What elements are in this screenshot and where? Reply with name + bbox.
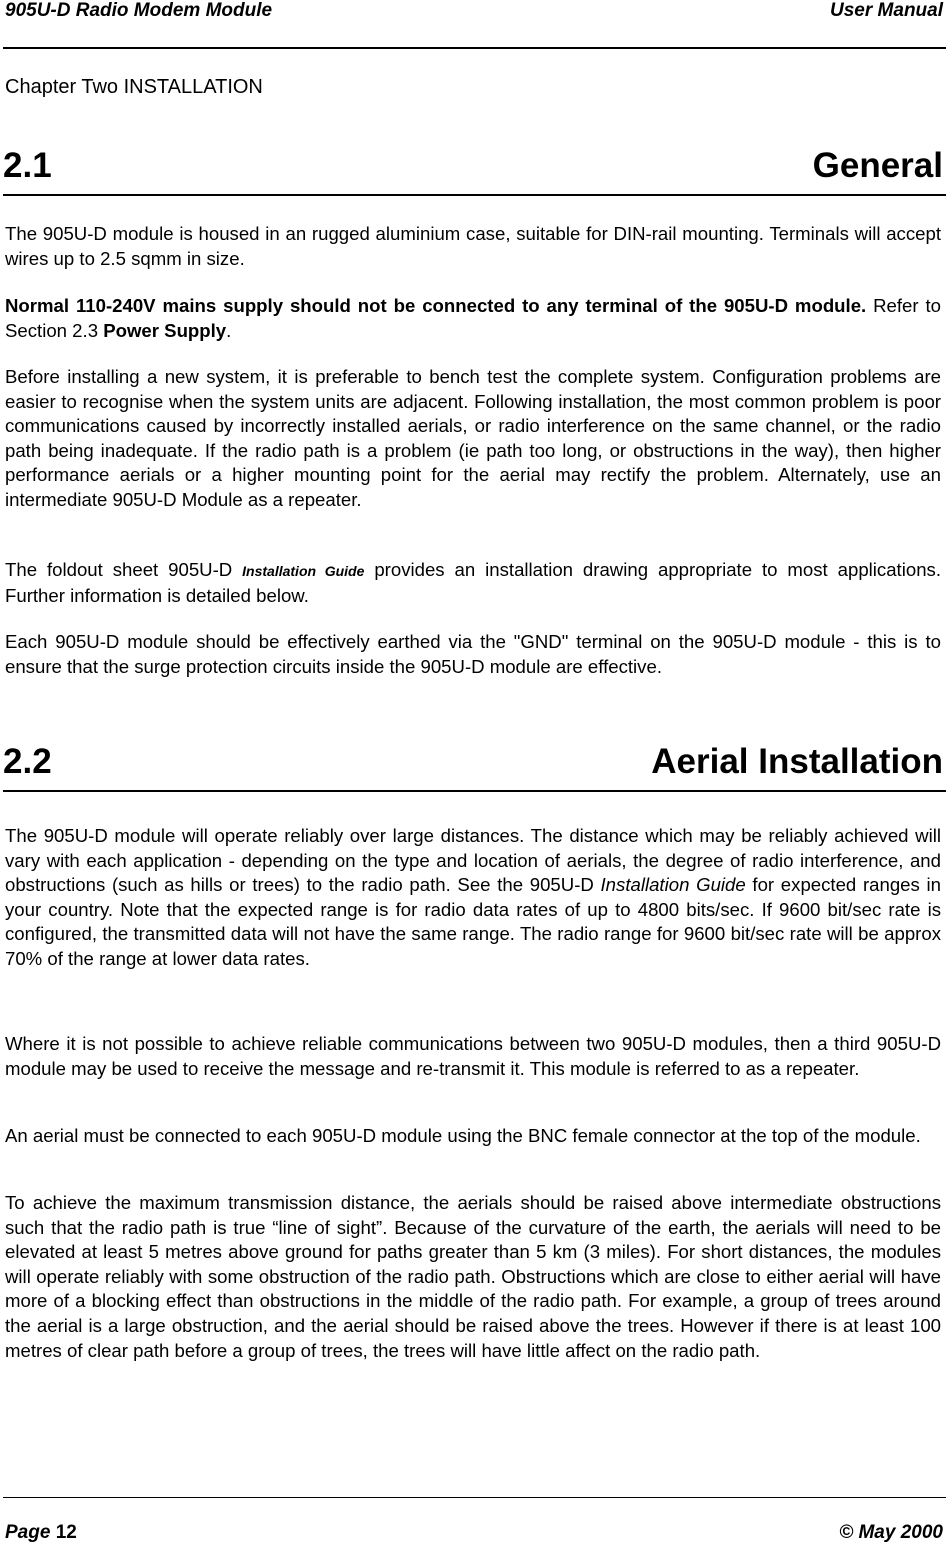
section-heading-general xyxy=(3,146,943,194)
page-number: 12 xyxy=(55,1522,77,1543)
paragraph: The 905U-D module is housed in an rugged aluminium case, suitable for DIN-rail mounting. Terminals will accept wires up to 2.5 sqmm in size. xyxy=(5,223,941,269)
header-title: 905U-D Radio Modem Module xyxy=(5,0,273,21)
footer-date: © May 2000 xyxy=(839,1522,943,1543)
page-header xyxy=(0,0,949,30)
chapter-title: Chapter Two INSTALLATION xyxy=(5,76,263,98)
paragraph: The foldout sheet 905U-D Installation Guide provides an installation drawing appropriate to most applications. Further information is detailed below. xyxy=(5,559,941,606)
section-heading-aerial-installation xyxy=(3,742,943,790)
paragraph: Where it is not possible to achieve reliable communications between two 905U-D modules, then a third 905U-D module may be used to receive the message and re-transmit it. This module is referred to as a repeater. xyxy=(5,1033,941,1079)
paragraph: The 905U-D module will operate reliably over large distances. The distance which may be reliably achieved will vary with each application - depending on the type and location of aerials, the degree of radio interference, and obstructions (such as hills or trees) to the radio path. See the 905U-D Installation Guide for expected ranges in your country. Note that the expected range is for radio data rates of up to 4800 bits/sec. If 9600 bit/sec rate is configured, the transmitted data will not have the same range. The radio range for 9600 bit/sec rate will be approx 70% of the range at lower data rates. xyxy=(5,825,941,969)
power-supply-reference: Power Supply xyxy=(103,319,227,341)
paragraph: Each 905U-D module should be effectively earthed via the "GND" terminal on the 905U-D module - this is to ensure that the surge protection circuits inside the 905U-D module are effective. xyxy=(5,631,941,677)
section-rule xyxy=(3,790,946,792)
section-title: Aerial Installation xyxy=(651,742,943,781)
paragraph: An aerial must be connected to each 905U-D module using the BNC female connector at the top of the module. xyxy=(5,1125,921,1146)
reference-text: Refer to Section 2.3 xyxy=(5,295,941,341)
paragraph: To achieve the maximum transmission distance, the aerials should be raised above intermediate obstructions such that the radio path is true “line of sight”. Because of the curvature of the earth, the aerials will need to be elevated at least 5 metres above ground for paths greater than 5 km (3 miles). For short distances, the modules will operate reliably with some obstruction of the radio path. Obstructions which are close to either aerial will have more of a blocking effect than obstructions in the middle of the radio path. For example, a group of trees around the aerial is a large obstruction, and the aerial should be raised above the trees. However if there is at least 100 metres of clear path before a group of trees, the trees will have little affect on the radio path. xyxy=(5,1192,941,1361)
page-footer-number xyxy=(5,1522,77,1544)
header-manual-label: User Manual xyxy=(830,0,943,21)
installation-guide-reference: Installation Guide xyxy=(600,874,746,896)
section-title: General xyxy=(812,146,943,185)
footer-rule xyxy=(3,1497,946,1498)
page-label: Page xyxy=(5,1522,51,1543)
section-number: 2.2 xyxy=(3,742,52,781)
section-rule xyxy=(3,194,946,196)
warning-paragraph: Normal 110-240V mains supply should not be connected to any terminal of the 905U-D module. Refer to Section 2.3 Power Supply. xyxy=(5,295,941,341)
paragraph: Before installing a new system, it is preferable to bench test the complete system. Configuration problems are easier to recognise when the system units are adjacent. Following installation, the most common problem is poor communications caused by incorrectly installed aerials, or radio interference on the same channel, or the radio path being inadequate. If the radio path is a problem (ie path too long, or obstructions in the way), then higher performance aerials or a higher mounting point for the aerial may rectify the problem. Alternately, use an intermediate 905U-D Module as a repeater. xyxy=(5,366,941,510)
header-rule xyxy=(3,47,946,49)
warning-text: Normal 110-240V mains supply should not be connected to any terminal of the 905U-D module. xyxy=(5,295,867,316)
installation-guide-title: Installation Guide xyxy=(242,563,365,579)
section-number: 2.1 xyxy=(3,146,52,185)
